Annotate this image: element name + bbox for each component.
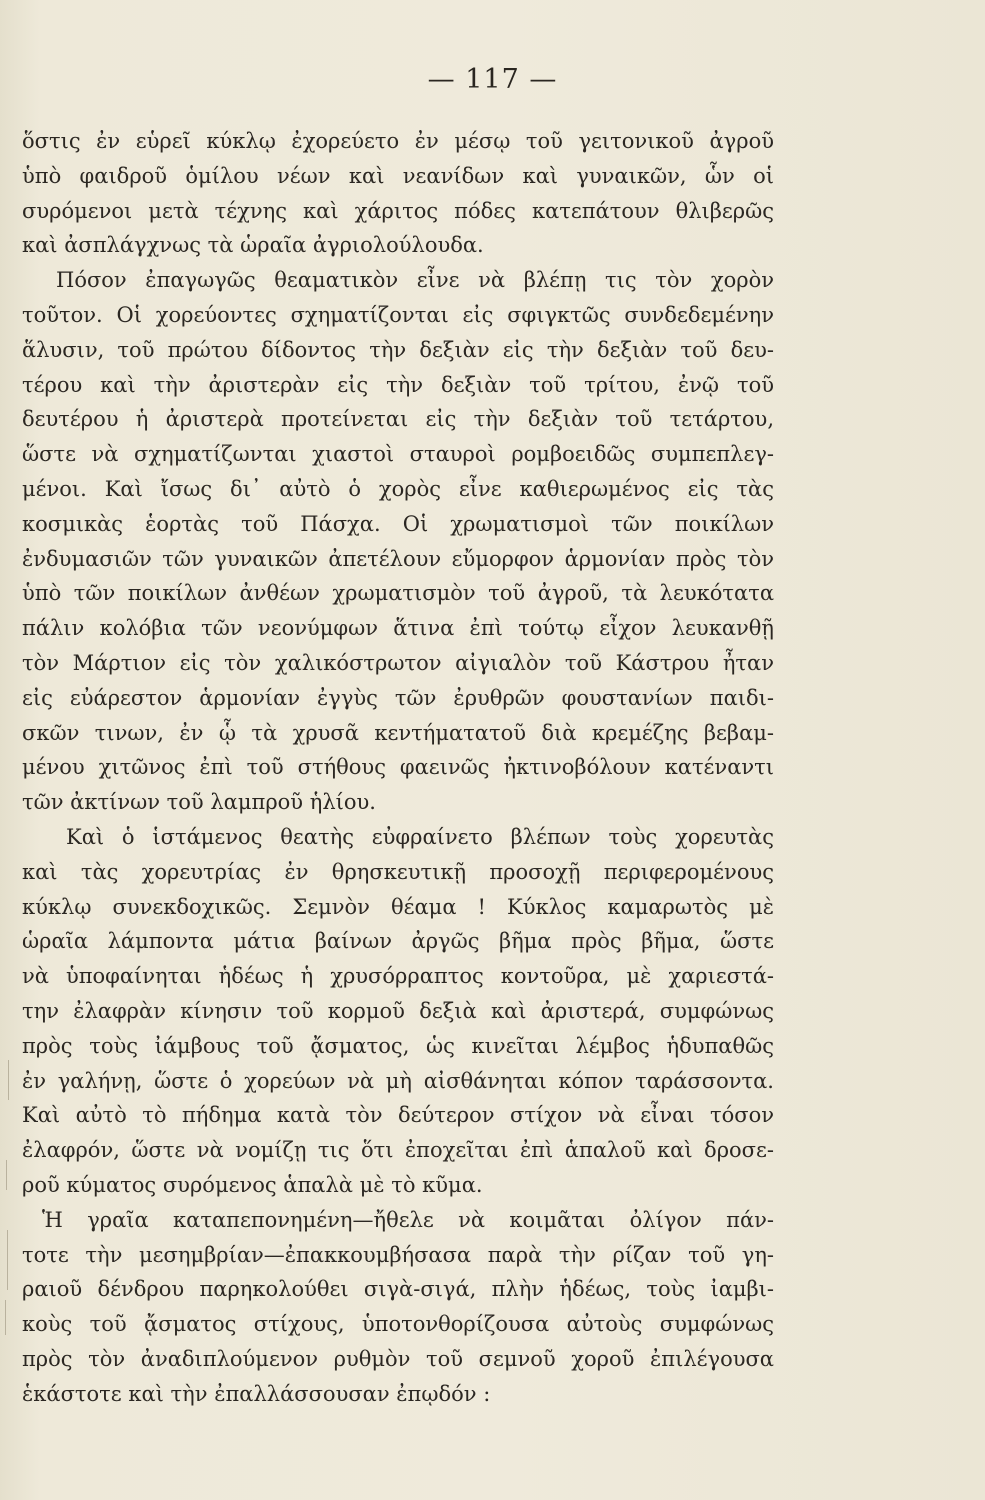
text-line: καὶ ἀσπλάγχνως τὰ ὡραῖα ἀγριολούλουδα. bbox=[22, 233, 484, 258]
scan-artifact bbox=[5, 1300, 6, 1335]
text-line: κοὺς τοῦ ᾄσματος στίχους, ὑποτονθορίζουσα αὐτοὺς συμφώνως bbox=[22, 1312, 774, 1337]
text-line: ὑπὸ φαιδροῦ ὁμίλου νέων καὶ νεανίδων καὶ γυναικῶν, ὧν οἱ bbox=[22, 163, 774, 188]
text-line: πάλιν κολόβια τῶν νεονύμφων ἅτινα ἐπὶ τούτῳ εἶχον λευκανθῇ bbox=[22, 616, 774, 641]
paragraph bbox=[22, 820, 774, 1203]
text-line: κοσμικὰς ἑορτὰς τοῦ Πάσχα. Οἱ χρωματισμοὶ τῶν ποικίλων bbox=[22, 511, 774, 536]
text-line: τοῦτον. Οἱ χορεύοντες σχηματίζονται εἰς σφιγκτῶς συνδεδεμένην bbox=[22, 302, 774, 327]
text-line: Πόσον ἐπαγωγῶς θεαματικὸν εἶνε νὰ βλέπῃ τις τὸν χορὸν bbox=[56, 268, 774, 293]
text-line: κύκλῳ συνεκδοχικῶς. Σεμνὸν θέαμα ! Κύκλος καμαρωτὸς μὲ bbox=[22, 894, 774, 919]
text-line: Καὶ αὐτὸ τὸ πήδημα κατὰ τὸν δεύτερον στίχον νὰ εἶναι τόσον bbox=[22, 1103, 774, 1128]
paragraph bbox=[22, 263, 774, 820]
text-line: ροῦ κύματος συρόμενος ἁπαλὰ μὲ τὸ κῦμα. bbox=[22, 1172, 483, 1197]
text-line: τέρου καὶ τὴν ἀριστερὰν εἰς τὴν δεξιὰν τοῦ τρίτου, ἐνῷ τοῦ bbox=[22, 372, 774, 397]
text-line: μένου χιτῶνος ἐπὶ τοῦ στήθους φαεινῶς ἠκτινοβόλουν κατέναντι bbox=[22, 755, 774, 780]
text-line: σκῶν τινων, ἐν ᾧ τὰ χρυσᾶ κεντήματατοῦ διὰ κρεμέζης βεβαμ- bbox=[22, 720, 774, 745]
text-line: ραιοῦ δένδρου παρηκολούθει σιγὰ-σιγά, πλὴν ἡδέως, τοὺς ἰαμβι- bbox=[22, 1277, 774, 1302]
paragraph bbox=[22, 124, 774, 263]
text-line: νὰ ὑποφαίνηται ἡδέως ἡ χρυσόρραπτος κοντοῦρα, μὲ χαριεστά- bbox=[22, 964, 774, 989]
text-line: ἅλυσιν, τοῦ πρώτου δίδοντος τὴν δεξιὰν εἰς τὴν δεξιὰν τοῦ δευ- bbox=[22, 337, 774, 362]
text-line: ὅστις ἐν εὑρεῖ κύκλῳ ἐχορεύετο ἐν μέσῳ τοῦ γειτονικοῦ ἀγροῦ bbox=[22, 129, 774, 153]
text-line: πρὸς τοὺς ἰάμβους τοῦ ᾄσματος, ὡς κινεῖται λέμβος ἡδυπαθῶς bbox=[22, 1033, 774, 1058]
text-line: Καὶ ὁ ἱστάμενος θεατὴς εὐφραίνετο βλέπων τοὺς χορευτὰς bbox=[66, 824, 774, 849]
text-line: ἑκάστοτε καὶ τὴν ἐπαλλάσσουσαν ἐπῳδόν : bbox=[22, 1381, 491, 1406]
text-line: Ἡ γραῖα καταπεπονημένη—ἤθελε νὰ κοιμᾶται ὀλίγον πάν- bbox=[42, 1207, 774, 1232]
text-line: συρόμενοι μετὰ τέχνης καὶ χάριτος πόδες κατεπάτουν θλιβερῶς bbox=[22, 198, 774, 223]
text-line: τὸν Μάρτιον εἰς τὸν χαλικόστρωτον αἰγιαλὸν τοῦ Κάστρου ἦταν bbox=[22, 650, 774, 675]
text-line: τῶν ἀκτίνων τοῦ λαμπροῦ ἡλίου. bbox=[22, 790, 376, 815]
text-line: ἐν γαλήνῃ, ὥστε ὁ χορεύων νὰ μὴ αἰσθάνηται κόπον ταράσσοντα. bbox=[22, 1068, 774, 1093]
text-line: καὶ τὰς χορευτρίας ἐν θρησκευτικῇ προσοχῇ περιφερομένους bbox=[22, 859, 774, 884]
text-line: πρὸς τὸν ἀναδιπλούμενον ρυθμὸν τοῦ σεμνοῦ χοροῦ ἐπιλέγουσα bbox=[22, 1346, 774, 1371]
text-line: δευτέρου ἡ ἀριστερὰ προτείνεται εἰς τὴν δεξιὰν τοῦ τετάρτου, bbox=[22, 407, 774, 432]
text-line: ὑπὸ τῶν ποικίλων ἀνθέων χρωματισμὸν τοῦ ἀγροῦ, τὰ λευκότατα bbox=[22, 581, 774, 606]
page-number: — 117 — bbox=[427, 64, 558, 95]
text-line: ὥστε νὰ σχηματίζωνται χιαστοὶ σταυροὶ ρομβοειδῶς συμπεπλεγ- bbox=[22, 442, 774, 467]
paragraph bbox=[22, 1203, 774, 1412]
text-line: ἐλαφρόν, ὥστε νὰ νομίζῃ τις ὅτι ἐποχεῖται ἐπὶ ἁπαλοῦ καὶ δροσε- bbox=[22, 1138, 774, 1163]
text-line: εἰς εὐάρεστον ἁρμονίαν ἐγγὺς τῶν ἐρυθρῶν φουστανίων παιδι- bbox=[22, 685, 774, 710]
scan-artifact bbox=[6, 1160, 7, 1190]
text-line: μένοι. Καὶ ἴσως δι᾽ αὐτὸ ὁ χορὸς εἶνε καθιερωμένος εἰς τὰς bbox=[22, 476, 774, 501]
scan-artifact bbox=[8, 1060, 9, 1100]
scan-artifact bbox=[7, 1230, 8, 1290]
text-line: την ἐλαφρὰν κίνησιν τοῦ κορμοῦ δεξιὰ καὶ ἀριστερά, συμφώνως bbox=[22, 998, 774, 1023]
text-line: ἐνδυμασιῶν τῶν γυναικῶν ἀπετέλουν εὔμορφον ἁρμονίαν πρὸς τὸν bbox=[22, 546, 774, 571]
text-line: ὡραῖα λάμποντα μάτια βαίνων ἀργῶς βῆμα πρὸς βῆμα, ὥστε bbox=[22, 929, 774, 954]
body-text bbox=[22, 124, 774, 1411]
text-line: τοτε τὴν μεσημβρίαν—ἐπακκουμβήσασα παρὰ τὴν ρίζαν τοῦ γη- bbox=[22, 1242, 774, 1267]
